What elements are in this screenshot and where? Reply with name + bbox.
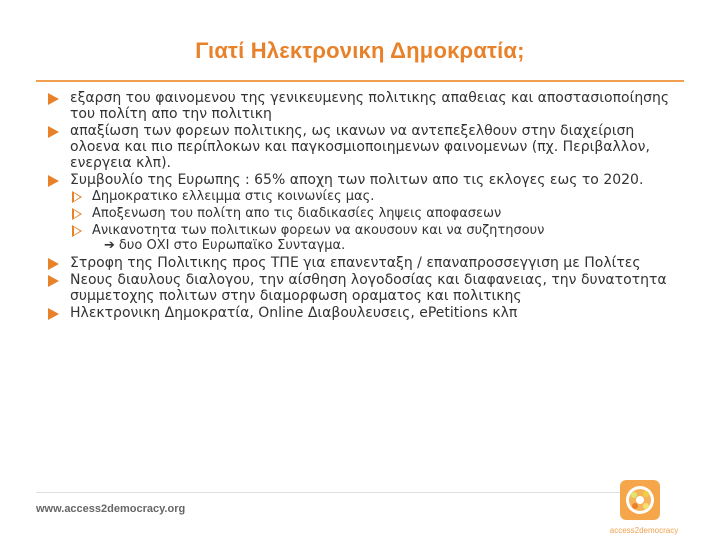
bullet-triangle-icon [48, 126, 59, 138]
bullet-item [46, 272, 686, 304]
bullet-item [46, 90, 686, 122]
access2democracy-logo-icon [620, 480, 660, 520]
arrow-line [92, 238, 686, 253]
bullet-triangle-icon [48, 308, 59, 320]
bullet-text: Νεους διαυλους διαλογου, την αίσθηση λογοδοσίας και διαφανειας, την δυνατοτητα συμμετοχης πολιτων στην διαμορφωση οραματος και πολιτικης [70, 272, 667, 304]
sub-bullet-triangle-icon [72, 208, 82, 220]
bullet-text: Ηλεκτρονικη Δημοκρατία, Online Διαβουλευσεις, ePetitions κλπ [70, 305, 518, 321]
sub-bullet-item [46, 206, 686, 221]
sub-bullet-text: Δημοκρατικο ελλειμμα στις κοινωνίες μας. [92, 189, 375, 204]
title-divider [36, 80, 684, 82]
slide-title: Γιατί Ηλεκτρονικη Δημοκρατία; [195, 38, 525, 63]
logo-caption: access2democracy [609, 526, 679, 535]
sub-bullet-list [46, 189, 686, 253]
bullet-triangle-icon [48, 175, 59, 187]
sub-bullet-triangle-icon [72, 191, 82, 203]
bullet-text: Στροφη της Πολιτικης προς ΤΠΕ για επανενταξη / επαναπροσσεγγιση με Πολίτες [70, 255, 641, 271]
footer-url: www.access2democracy.org [36, 503, 186, 515]
bullet-text: εξαρση του φαινομενου της γενικευμενης πολιτικης απαθειας και αποστασιοποίησης του πολίτη απο την πολιτικη [70, 90, 670, 122]
bullet-text: απαξίωση των φορεων πολιτικης, ως ικανων να αντεπεξελθουν στην διαχείριση ολοενα και πιο περίπλοκων και παγκοσμιοποιημενων φαινομενων (πχ. Περιβαλλον, ενεργεια κλπ). [70, 123, 650, 171]
bullet-item [46, 123, 686, 171]
bullet-triangle-icon [48, 275, 59, 287]
bullet-item [46, 255, 686, 271]
bullet-triangle-icon [48, 93, 59, 105]
arrow-right-icon: ➔ [104, 238, 115, 253]
sub-bullet-item [46, 223, 686, 253]
bullet-item [46, 172, 686, 188]
bullet-triangle-icon [48, 258, 59, 270]
sub-bullet-text: Αποξενωση του πολίτη απο τις διαδικασίες ληψεις αποφασεων [92, 206, 502, 221]
sub-bullet-triangle-icon [72, 225, 82, 237]
bullet-text: Συμβουλίο της Ευρωπης : 65% αποχη των πολιτων απο τις εκλογες εως το 2020. [70, 172, 644, 188]
bullet-item [46, 305, 686, 321]
footer-divider [36, 492, 646, 493]
sub-bullet-text: Ανικανοτητα των πολιτικων φορεων να ακουσουν και να συζητησουν [92, 223, 545, 238]
arrow-line-text: δυο ΟΧΙ στο Ευρωπαϊκο Συνταγμα. [118, 238, 346, 253]
sub-bullet-item [46, 189, 686, 204]
bullet-list [46, 90, 686, 322]
